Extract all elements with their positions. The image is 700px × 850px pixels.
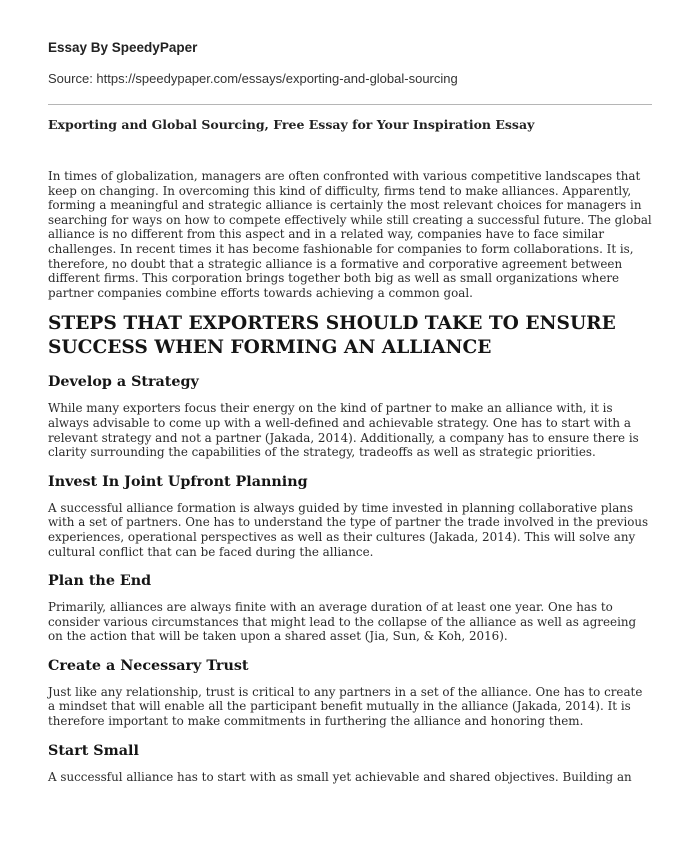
section-body-joint-planning: A successful alliance formation is always guided by time invested in planning collaborative plans with a set of partners. One has to understand the type of partner the trade involved in the previous experiences, operational perspectives as well as their cultures (Jakada, 2014). This will solve any cultural conflict that can be faced during the alliance. (48, 500, 649, 559)
section-body-trust: Just like any relationship, trust is critical to any partners in a set of the alliance. One has to create a mindset that will enable all the participant benefit mutually in the alliance (Jakada, 2014). It is therefore important to make commitments in furthering the alliance and honoring them. (48, 684, 643, 729)
section-heading-trust: Create a Necessary Trust (48, 657, 249, 674)
section-heading-joint-planning: Invest In Joint Upfront Planning (48, 473, 308, 490)
header-divider (48, 104, 652, 105)
main-heading: STEPS THAT EXPORTERS SHOULD TAKE TO ENSURE SUCCESS WHEN FORMING AN ALLIANCE (48, 313, 616, 359)
essay-byline: Essay By SpeedyPaper (48, 40, 198, 55)
intro-paragraph: In times of globalization, managers are often confronted with various competitive landscapes that keep on changing. In overcoming this kind of difficulty, firms tend to make alliances. Apparently, forming a meaningful and strategic alliance is certainly the most relevant choices for managers in searching for ways on how to compete effectively while still creating a successful future. The global alliance is no different from this aspect and in a related way, companies have to face similar challenges. In recent times it has become fashionable for companies to form collaborations. It is, therefore, no doubt that a strategic alliance is a formative and corporative agreement between different firms. This corporation brings together both big as well as small organizations where partner companies combine efforts towards achieving a common goal. (48, 169, 652, 300)
section-heading-start-small: Start Small (48, 742, 139, 759)
section-body-plan-end: Primarily, alliances are always finite with an average duration of at least one year. One has to consider various circumstances that might lead to the collapse of the alliance as well as agreeing on the action that will be taken upon a shared asset (Jia, Sun, & Koh, 2016). (48, 600, 637, 644)
section-heading-plan-end: Plan the End (48, 573, 152, 590)
section-body-start-small: A successful alliance has to start with as small yet achievable and shared objectives. Building an (48, 769, 632, 784)
source-line: Source: https://speedypaper.com/essays/exporting-and-global-sourcing (48, 71, 458, 86)
essay-title: Exporting and Global Sourcing, Free Essay for Your Inspiration Essay (48, 117, 535, 132)
section-body-develop-strategy: While many exporters focus their energy on the kind of partner to make an alliance with, it is always advisable to come up with a well-defined and achievable strategy. One has to start with a relevant strategy and not a partner (Jakada, 2014). Additionally, a company has to ensure there is clarity surrounding the capabilities of the strategy, tradeoffs as well as strategic priorities. (48, 401, 639, 460)
section-heading-develop-strategy: Develop a Strategy (48, 374, 199, 391)
